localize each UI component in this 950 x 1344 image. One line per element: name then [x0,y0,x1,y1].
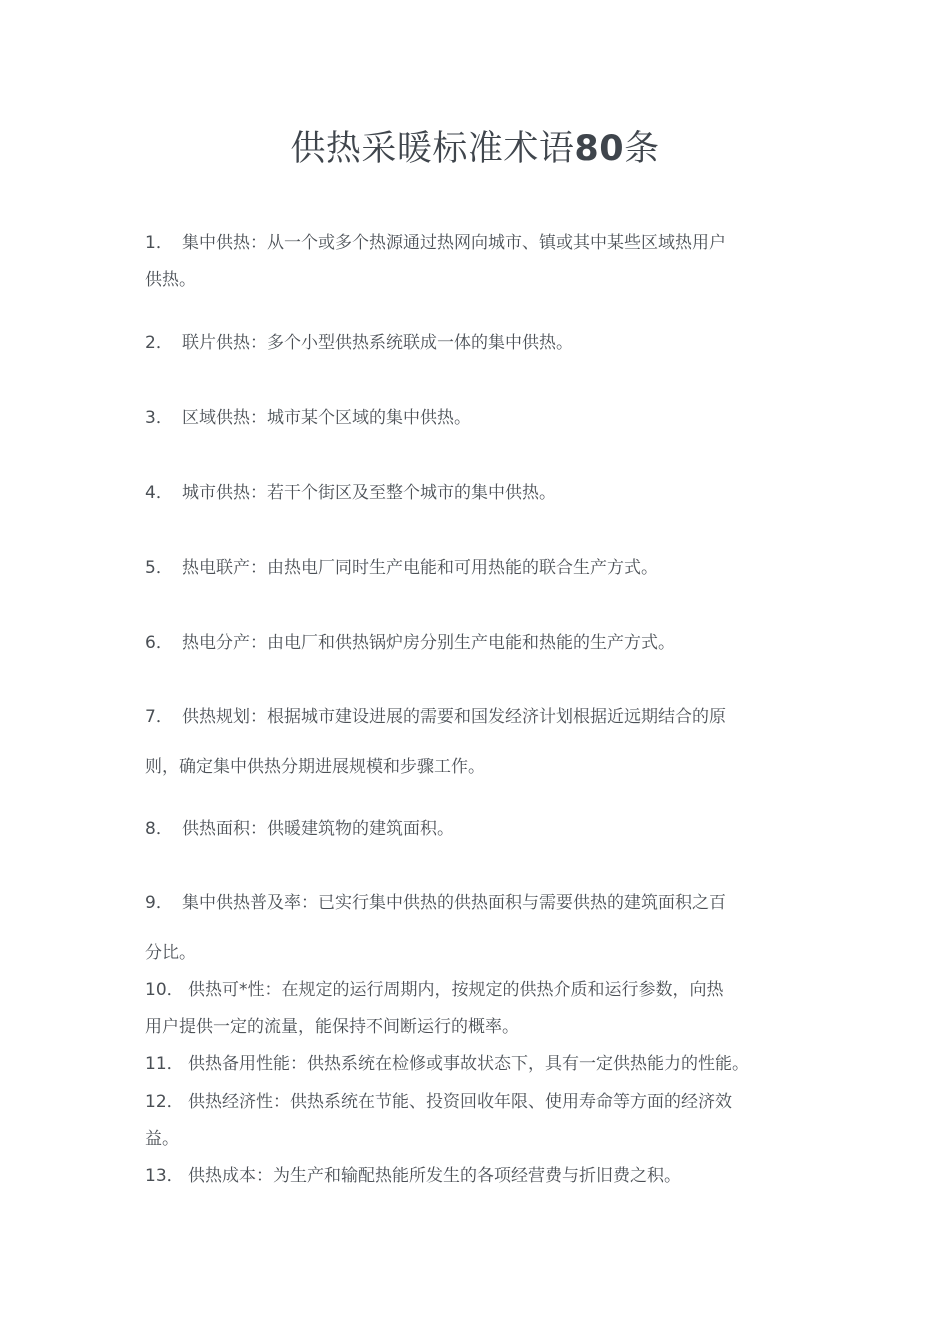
item-line [145,1165,813,1187]
item-index: 5． [145,558,173,578]
list-item [145,557,813,579]
item-line [145,632,813,654]
item-index: 2． [145,333,173,353]
item-text: 集中供热：从一个或多个热源通过热网向城市、镇或其中某些区域热用户 [182,233,726,253]
item-line [145,979,813,1001]
item-text: 城市供热：若干个街区及至整个城市的集中供热。 [182,483,556,503]
item-text: 供热成本：为生产和输配热能所发生的各项经营费与折旧费之积。 [188,1166,681,1186]
list-item [145,706,813,778]
item-line [145,1091,813,1113]
list-item [145,482,813,504]
document-title [0,124,950,174]
item-index: 6． [145,633,173,653]
list-item [145,892,813,964]
item-index: 3． [145,408,173,428]
item-line [145,557,813,579]
item-line [145,706,813,728]
item-line [145,407,813,429]
title-number: 80 [574,129,625,169]
item-line: 供热。 [145,270,196,290]
item-text: 热电分产：由电厂和供热锅炉房分别生产电能和热能的生产方式。 [182,633,675,653]
item-text: 联片供热：多个小型供热系统联成一体的集中供热。 [182,333,573,353]
item-index: 13． [145,1166,184,1186]
list-item [145,232,813,291]
list-item [145,1091,813,1150]
item-line [145,818,813,840]
title-text: 供热采暖标准术语 [290,129,575,169]
item-line [145,482,813,504]
list-item [145,1053,813,1075]
item-index: 9． [145,893,173,913]
item-index: 10． [145,980,184,1000]
item-index: 12． [145,1092,184,1112]
item-line: 用户提供一定的流量，能保持不间断运行的概率。 [145,1017,519,1037]
item-line [145,1053,813,1075]
item-line [145,332,813,354]
item-text: 供热规划：根据城市建设进展的需要和国发经济计划根据近远期结合的原 [182,707,726,727]
item-text: 供热可*性：在规定的运行周期内，按规定的供热介质和运行参数，向热 [188,980,724,1000]
item-text: 集中供热普及率：已实行集中供热的供热面积与需要供热的建筑面积之百 [182,893,726,913]
title-suffix: 条 [624,129,660,169]
list-item [145,407,813,429]
list-item [145,979,813,1038]
item-text: 热电联产：由热电厂同时生产电能和可用热能的联合生产方式。 [182,558,658,578]
item-line: 则，确定集中供热分期进展规模和步骤工作。 [145,757,485,777]
item-index: 8． [145,819,173,839]
item-index: 4． [145,483,173,503]
item-text: 供热经济性：供热系统在节能、投资回收年限、使用寿命等方面的经济效 [188,1092,732,1112]
item-index: 1． [145,233,173,253]
item-line: 分比。 [145,943,196,963]
item-text: 区域供热：城市某个区域的集中供热。 [182,408,471,428]
list-item [145,632,813,654]
item-line: 益。 [145,1129,179,1149]
item-text: 供热备用性能：供热系统在检修或事故状态下，具有一定供热能力的性能。 [188,1054,749,1074]
list-item [145,332,813,354]
item-index: 11． [145,1054,184,1074]
item-line [145,232,813,254]
item-index: 7． [145,707,173,727]
list-item [145,818,813,840]
item-text: 供热面积：供暖建筑物的建筑面积。 [182,819,454,839]
list-item [145,1165,813,1187]
item-line [145,892,813,914]
